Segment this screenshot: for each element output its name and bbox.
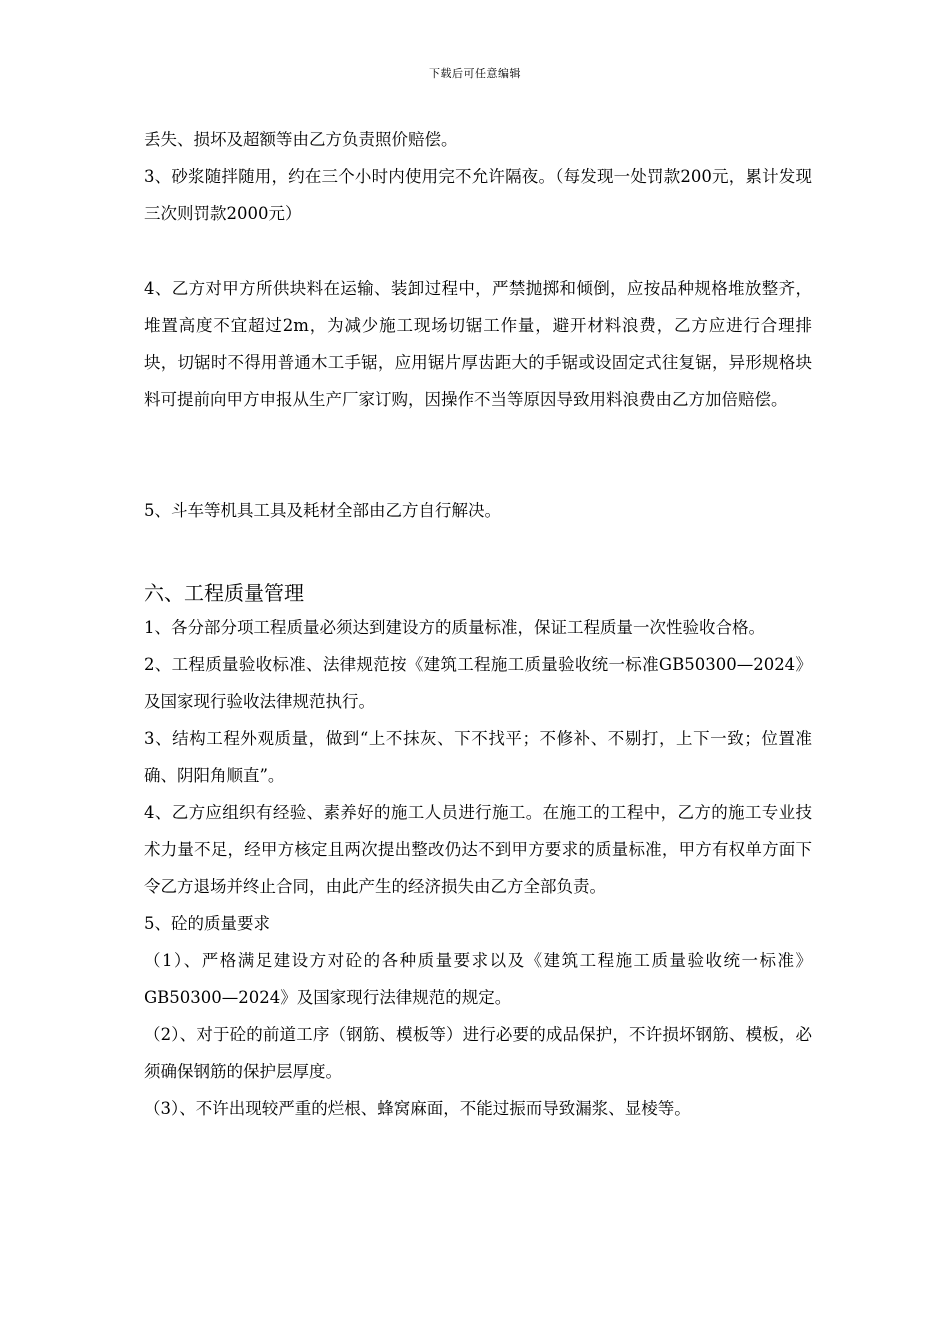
paragraph-quality-standard: 1、各分部分项工程质量必须达到建设方的质量标准，保证工程质量一次性验收合格。 — [144, 618, 765, 637]
paragraph-loss-compensation: 丢失、损坏及超额等由乙方负责照价赔偿。 — [144, 130, 458, 149]
paragraph-concrete-item-2: （2）、对于砼的前道工序（钢筋、模板等）进行必要的成品保护，不许损坏钢筋、模板，必须确保钢筋的保护层厚度。 — [144, 1025, 812, 1081]
paragraph-concrete-item-3: （3）、不许出现较严重的烂根、蜂窝麻面，不能过振而导致漏浆、显棱等。 — [144, 1099, 691, 1118]
paragraph-block-handling: 4、乙方对甲方所供块料在运输、装卸过程中，严禁抛掷和倾倒，应按品种规格堆放整齐，堆置高度不宜超过2m，为减少施工现场切锯工作量，避开材料浪费，乙方应进行合理排块，切锯时不得用普通木工手锯，应用锯片厚齿距大的手锯或设固定式往复锯，异形规格块料可提前向甲方申报从生产厂家订购，因操作不当等原因导致用料浪费由乙方加倍赔偿。 — [144, 279, 812, 409]
paragraph-spacer — [144, 418, 812, 492]
paragraph-concrete-item-1: （1）、严格满足建设方对砼的各种质量要求以及《建筑工程施工质量验收统一标准》GB50300—2024》及国家现行法律规范的规定。 — [144, 951, 812, 1007]
page-header-note: 下载后可任意编辑 — [429, 67, 521, 80]
paragraph-tools: 5、斗车等机具工具及耗材全部由乙方自行解决。 — [144, 501, 501, 520]
section-title-quality: 六、工程质量管理 — [144, 581, 304, 605]
paragraph-spacer — [144, 232, 812, 270]
paragraph-spacer — [144, 529, 812, 577]
paragraph-concrete-requirements: 5、砼的质量要求 — [144, 914, 270, 933]
paragraph-workforce: 4、乙方应组织有经验、素养好的施工人员进行施工。在施工的工程中，乙方的施工专业技术力量不足，经甲方核定且两次提出整改仍达不到甲方要求的质量标准，甲方有权单方面下令乙方退场并终止合同，由此产生的经济损失由乙方全部负责。 — [144, 803, 812, 896]
paragraph-acceptance-standard: 2、工程质量验收标准、法律规范按《建筑工程施工质量验收统一标准GB50300—2024》及国家现行验收法律规范执行。 — [144, 655, 812, 711]
paragraph-mortar-rule: 3、砂浆随拌随用，约在三个小时内使用完不允许隔夜。（每发现一处罚款200元，累计发现三次则罚款2000元） — [144, 167, 812, 223]
document-body — [144, 121, 812, 1127]
paragraph-appearance-quality: 3、结构工程外观质量，做到“上不抹灰、下不找平；不修补、不剔打，上下一致；位置准确、阴阳角顺直”。 — [144, 729, 812, 785]
